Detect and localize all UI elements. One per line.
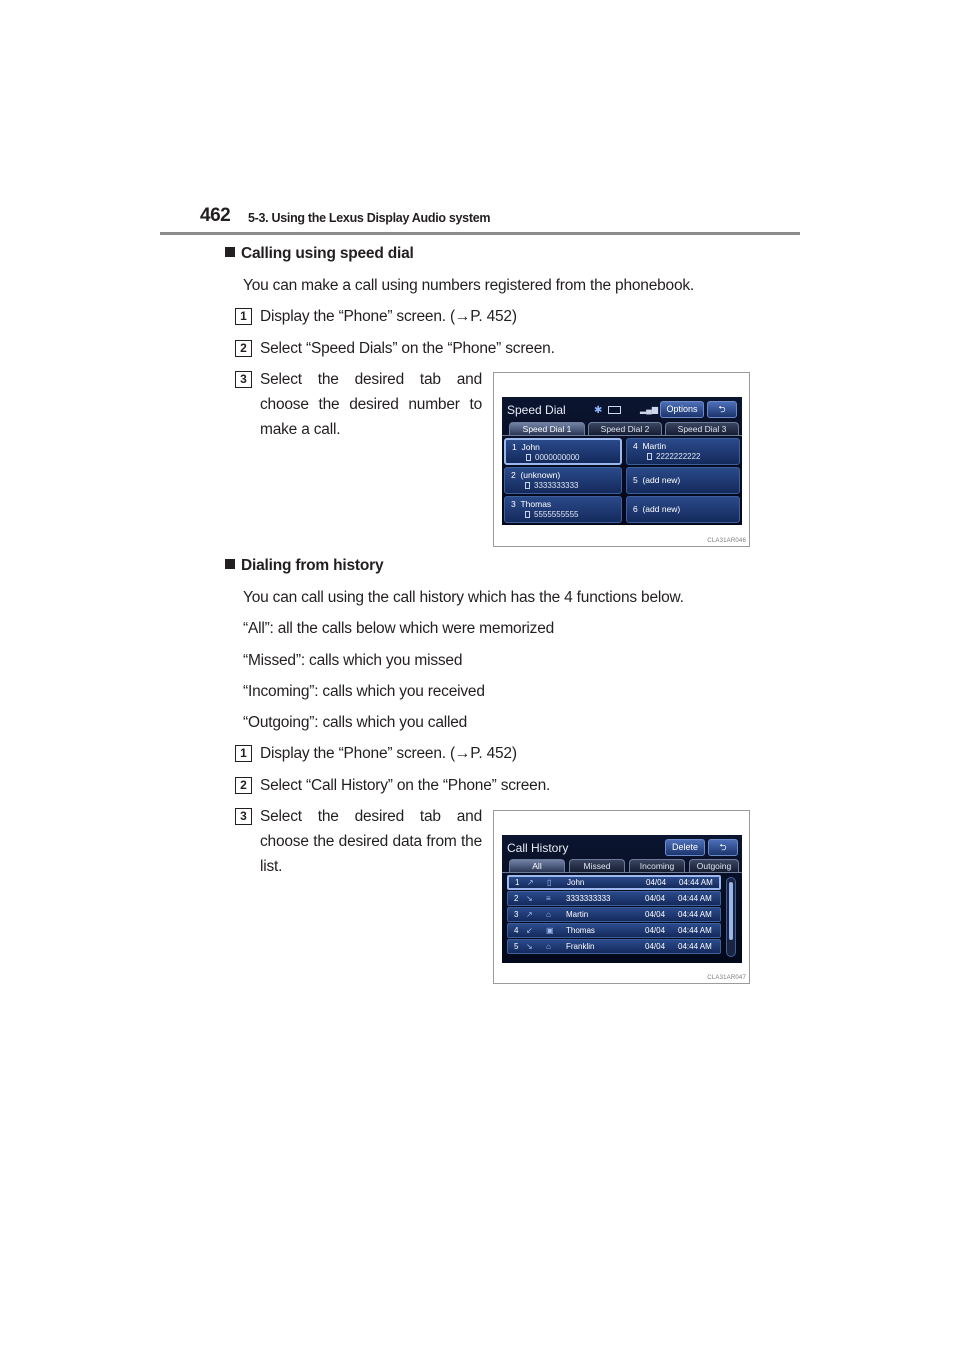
step-text: Display the “Phone” screen. (→P. 452)	[260, 308, 517, 325]
history-heading: Dialing from history	[225, 556, 383, 576]
square-bullet-icon	[225, 559, 235, 569]
function-description: “Incoming”: calls which you received	[243, 683, 485, 700]
function-description: “Outgoing”: calls which you called	[243, 714, 468, 731]
tab-all[interactable]: All	[509, 859, 565, 872]
tab-speed-dial-2[interactable]: Speed Dial 2	[588, 422, 662, 435]
call-history-row[interactable]: 5 ↘ ⌂ Franklin 04/04 04:44 AM	[507, 939, 721, 954]
speed-dial-entry[interactable]: 3 Thomas 5555555555	[504, 496, 622, 523]
call-history-screenshot	[493, 810, 750, 984]
home-phone-icon: ⌂	[546, 942, 551, 951]
square-bullet-icon	[225, 247, 235, 257]
tab-divider	[502, 872, 742, 873]
call-history-row[interactable]: 4 ↙ ▣ Thomas 04/04 04:44 AM	[507, 923, 721, 938]
tab-incoming[interactable]: Incoming	[629, 859, 685, 872]
section-title: 5-3. Using the Lexus Display Audio system	[248, 211, 491, 225]
home-phone-icon: ⌂	[546, 910, 551, 919]
missed-call-icon: ↘	[526, 894, 533, 903]
tab-divider	[502, 435, 742, 436]
speed-dial-intro: You can make a call using numbers registered from the phonebook.	[243, 277, 695, 294]
outgoing-call-icon: ↗	[527, 878, 534, 887]
incoming-call-icon: ↙	[526, 926, 533, 935]
function-description: “All”: all the calls below which were memorized	[243, 620, 555, 637]
bluetooth-icon: ✱	[594, 405, 603, 416]
step-number-badge: 2	[235, 777, 252, 794]
back-button[interactable]	[708, 839, 738, 856]
phone-icon: ≡	[546, 894, 551, 903]
page-number: 462	[200, 205, 231, 226]
call-history-row[interactable]: 1 ↗ ▯ John 04/04 04:44 AM	[507, 875, 721, 890]
options-button[interactable]: Options	[660, 401, 704, 418]
phone-icon	[525, 482, 530, 489]
return-arrow-icon: ⮌	[718, 404, 726, 414]
call-history-row[interactable]: 2 ↘ ≡ 3333333333 04/04 04:44 AM	[507, 891, 721, 906]
speed-dial-entry[interactable]: 5 (add new)	[626, 467, 740, 494]
tab-speed-dial-3[interactable]: Speed Dial 3	[665, 422, 739, 435]
tab-outgoing[interactable]: Outgoing	[689, 859, 739, 872]
work-phone-icon	[525, 511, 530, 518]
tab-speed-dial-1[interactable]: Speed Dial 1	[509, 422, 585, 435]
screen-title: Speed Dial	[507, 403, 566, 417]
screen-title: Call History	[507, 841, 569, 855]
speed-dial-entry[interactable]: 2 (unknown) 3333333333	[504, 467, 622, 494]
mobile-phone-icon	[526, 454, 531, 461]
scroll-thumb[interactable]	[729, 882, 733, 940]
delete-button[interactable]: Delete	[665, 839, 705, 856]
scrollbar[interactable]	[726, 877, 736, 957]
function-description: “Missed”: calls which you missed	[243, 652, 463, 669]
signal-icon: ▂▄▆	[640, 405, 658, 414]
speed-dial-heading: Calling using speed dial	[225, 244, 414, 264]
outgoing-call-icon: ↗	[526, 910, 533, 919]
figure-code: CLA31AR047	[707, 975, 746, 981]
history-intro: You can call using the call history which has the 4 functions below.	[243, 589, 684, 606]
call-history-screen	[502, 835, 742, 963]
figure-code: CLA31AR046	[707, 538, 746, 544]
step-number-badge: 3	[235, 808, 252, 825]
mobile-phone-icon: ▯	[547, 878, 552, 887]
step-text: Select “Call History” on the “Phone” screen.	[260, 777, 551, 794]
step-number-badge: 3	[235, 371, 252, 388]
call-history-row[interactable]: 3 ↗ ⌂ Martin 04/04 04:44 AM	[507, 907, 721, 922]
tab-missed[interactable]: Missed	[569, 859, 625, 872]
return-arrow-icon: ⮌	[719, 842, 727, 852]
step-number-badge: 1	[235, 308, 252, 325]
back-button[interactable]	[707, 401, 737, 418]
speed-dial-entry[interactable]: 1 John 0000000000	[504, 438, 622, 465]
missed-call-icon: ↘	[526, 942, 533, 951]
step-text: Display the “Phone” screen. (→P. 452)	[260, 745, 517, 762]
step-text: Select the desired tab and choose the desired number to make a call.	[260, 371, 482, 438]
page-header	[160, 205, 800, 235]
step-number-badge: 1	[235, 745, 252, 762]
step-text: Select the desired tab and choose the desired data from the list.	[260, 808, 482, 875]
step-number-badge: 2	[235, 340, 252, 357]
work-phone-icon: ▣	[546, 926, 554, 935]
speed-dial-screenshot	[493, 372, 750, 547]
speed-dial-screen	[502, 397, 742, 525]
step-text: Select “Speed Dials” on the “Phone” screen.	[260, 340, 555, 357]
speed-dial-entry[interactable]: 4 Martin 2222222222	[626, 438, 740, 465]
speed-dial-entry[interactable]: 6 (add new)	[626, 496, 740, 523]
battery-icon	[608, 406, 621, 414]
home-phone-icon	[647, 453, 652, 460]
